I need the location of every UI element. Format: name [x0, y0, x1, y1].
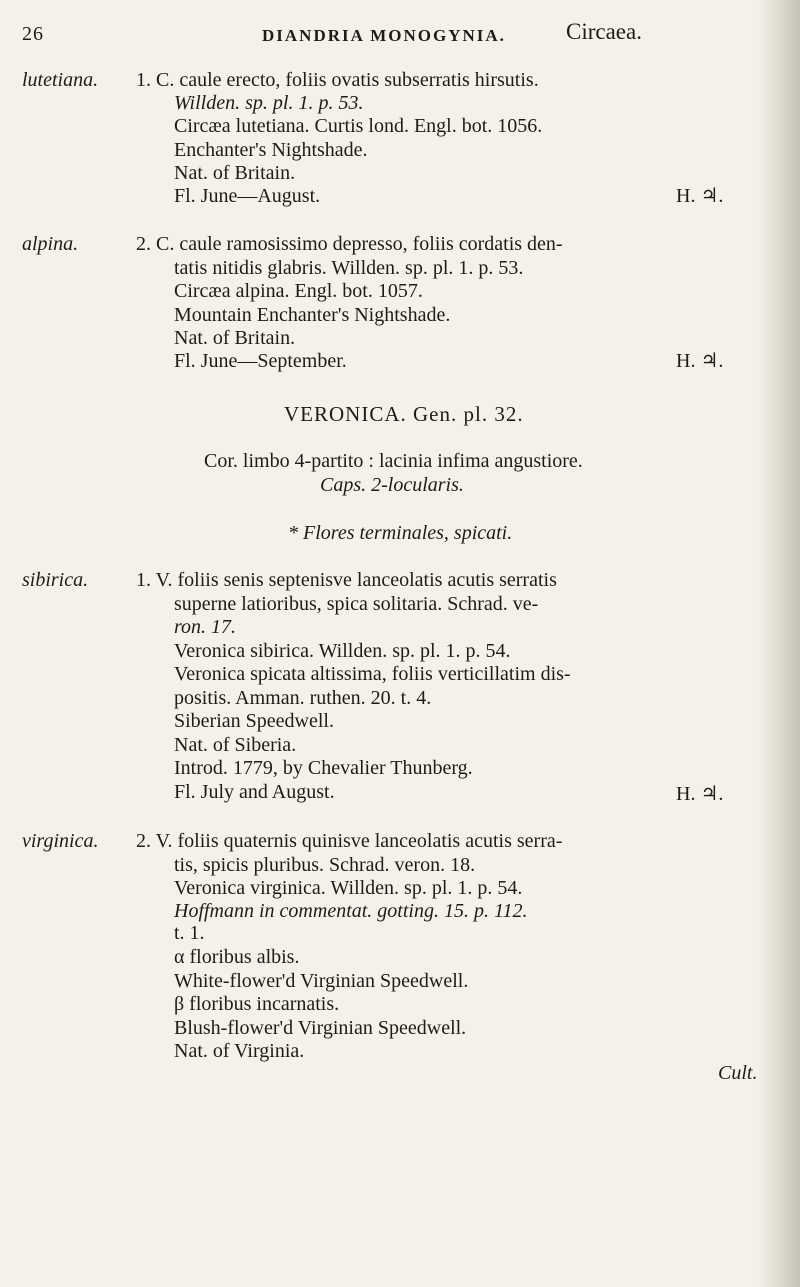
alpina-line-6: Fl. June—September. [174, 350, 347, 372]
virginica-line-3: Veronica virginica. Willden. sp. pl. 1. p. 54. [174, 877, 523, 899]
sibirica-line-8: Nat. of Siberia. [174, 734, 297, 756]
margin-species-alpina: alpina. [22, 233, 79, 255]
sibirica-line-10: Fl. July and August. [174, 781, 335, 803]
alpina-line-1: 2. C. caule ramosissimo depresso, foliis cordatis den- [136, 233, 563, 255]
virginica-line-8: β floribus incarnatis. [174, 993, 340, 1015]
genus-description-1: Cor. limbo 4-partito : lacinia infima angustiore. [204, 450, 583, 472]
alpina-line-4: Mountain Enchanter's Nightshade. [174, 304, 451, 326]
lutetiana-line-2: Willden. sp. pl. 1. p. 53. [174, 92, 364, 114]
sibirica-line-6: positis. Amman. ruthen. 20. t. 4. [174, 687, 432, 709]
alpina-line-3: Circæa alpina. Engl. bot. 1057. [174, 280, 423, 302]
genus-heading-veronica: VERONICA. Gen. pl. 32. [284, 402, 524, 426]
page-edge-shadow [758, 0, 800, 1287]
sibirica-line-7: Siberian Speedwell. [174, 710, 334, 732]
sibirica-line-3: ron. 17. [174, 616, 237, 638]
sibirica-duration: H. ♃. [676, 783, 724, 805]
virginica-line-2: tis, spicis pluribus. Schrad. veron. 18. [174, 854, 476, 876]
page-number: 26 [22, 23, 44, 45]
section-heading: * Flores terminales, spicati. [288, 522, 513, 544]
virginica-line-6: α floribus albis. [174, 946, 300, 968]
margin-species-lutetiana: lutetiana. [22, 69, 99, 91]
lutetiana-line-6: Fl. June—August. [174, 185, 321, 207]
virginica-line-7: White-flower'd Virginian Speedwell. [174, 970, 469, 992]
virginica-line-1: 2. V. foliis quaternis quinisve lanceolatis acutis serra- [136, 830, 563, 852]
margin-species-virginica: virginica. [22, 830, 99, 852]
virginica-line-9: Blush-flower'd Virginian Speedwell. [174, 1017, 467, 1039]
lutetiana-line-5: Nat. of Britain. [174, 162, 296, 184]
lutetiana-line-3: Circæa lutetiana. Curtis lond. Engl. bot. 1056. [174, 115, 543, 137]
lutetiana-duration: H. ♃. [676, 185, 724, 207]
genus-description-2: Caps. 2-locularis. [320, 474, 464, 496]
alpina-line-2: tatis nitidis glabris. Willden. sp. pl. 1. p. 53. [174, 257, 524, 279]
margin-species-sibirica: sibirica. [22, 569, 89, 591]
sibirica-line-5: Veronica spicata altissima, foliis verticillatim dis- [174, 663, 571, 685]
virginica-line-10: Nat. of Virginia. [174, 1040, 305, 1062]
sibirica-line-1: 1. V. foliis senis septenisve lanceolatis acutis serratis [136, 569, 557, 591]
sibirica-line-9: Introd. 1779, by Chevalier Thunberg. [174, 757, 473, 779]
virginica-line-5: t. 1. [174, 922, 205, 944]
lutetiana-line-1: 1. C. caule erecto, foliis ovatis subserratis hirsutis. [136, 69, 539, 91]
running-genus: Circaea. [566, 19, 642, 44]
lutetiana-line-4: Enchanter's Nightshade. [174, 139, 368, 161]
running-title: DIANDRIA MONOGYNIA. [262, 26, 506, 45]
alpina-duration: H. ♃. [676, 350, 724, 372]
catchword: Cult. [718, 1062, 758, 1084]
alpina-line-5: Nat. of Britain. [174, 327, 296, 349]
virginica-line-4: Hoffmann in commentat. gotting. 15. p. 112. [174, 900, 528, 922]
sibirica-line-2: superne latioribus, spica solitaria. Schrad. ve- [174, 593, 539, 615]
sibirica-line-4: Veronica sibirica. Willden. sp. pl. 1. p. 54. [174, 640, 511, 662]
